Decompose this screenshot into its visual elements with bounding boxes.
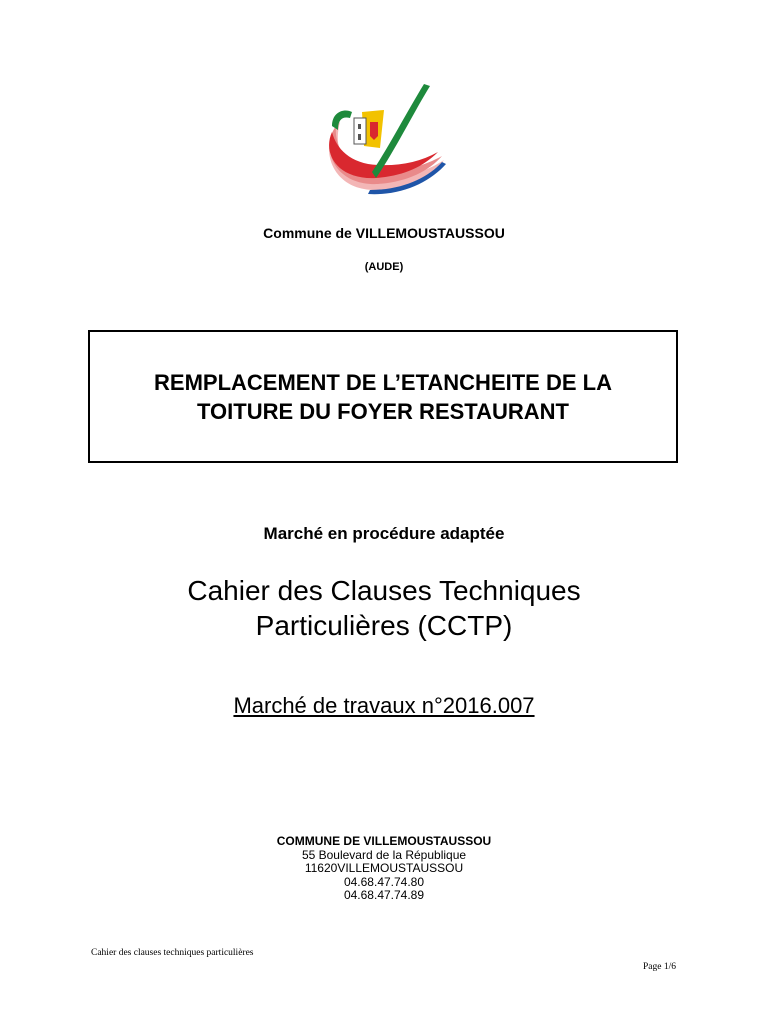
commune-heading: Commune de VILLEMOUSTAUSSOU [263, 225, 505, 241]
document-type-line-1: Cahier des Clauses Techniques [187, 575, 581, 606]
municipal-logo [318, 82, 448, 200]
title-line-2: TOITURE DU FOYER RESTAURANT [197, 398, 569, 424]
contract-number [0, 693, 768, 719]
contract-number-text: Marché de travaux n°2016.007 [233, 693, 535, 718]
document-type [0, 573, 768, 643]
title-line-1: REMPLACEMENT DE L’ETANCHEITE DE LA [154, 369, 612, 395]
address-city: 11620VILLEMOUSTAUSSOU [304, 861, 464, 875]
footer-document-name: Cahier des clauses techniques particulières [91, 948, 254, 958]
address-block [0, 835, 768, 903]
procedure-label: Marché en procédure adaptée [263, 524, 505, 543]
title-box [88, 330, 678, 463]
address-phone-2: 04.68.47.74.89 [343, 888, 425, 902]
footer-page-number: Page 1/6 [643, 962, 676, 972]
document-title [154, 368, 612, 426]
document-type-line-2: Particulières (CCTP) [255, 610, 513, 641]
address-street: 55 Boulevard de la République [301, 847, 467, 862]
department-label: (AUDE) [364, 261, 404, 273]
address-name: COMMUNE DE VILLEMOUSTAUSSOU [276, 834, 492, 848]
address-phone-1: 04.68.47.74.80 [343, 874, 425, 889]
